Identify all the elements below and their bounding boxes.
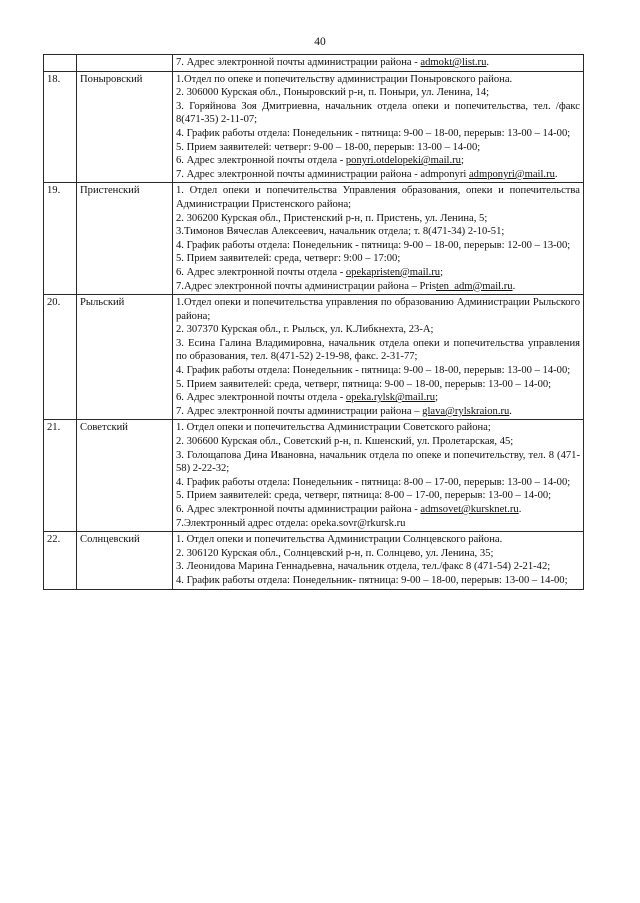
info-cell	[173, 71, 584, 183]
info-line-text: 4. График работы отдела: Понедельник - пятница: 9-00 – 18-00, перерыв: 13-00 – 14-00;	[176, 127, 571, 139]
info-line-suffix: .	[512, 280, 516, 292]
row-number-cell: 19.	[44, 183, 77, 295]
info-line	[176, 86, 580, 100]
info-line	[176, 337, 580, 364]
row-number-cell: 20.	[44, 295, 77, 420]
info-line-text: 1. Отдел опеки и попечительства Администрации Советского района;	[176, 422, 491, 434]
info-line-text: 6. Адрес электронной почты отдела -	[176, 392, 346, 404]
info-line-text: 7. Адрес электронной почты администрации района –	[176, 405, 423, 417]
info-line	[176, 127, 580, 141]
row-number-cell	[44, 55, 77, 72]
table-row-continuation	[44, 55, 584, 72]
info-line	[176, 533, 580, 547]
info-line-text: 5. Прием заявителей: четверг: 9-00 – 18-00, перерыв: 13-00 – 14-00;	[176, 141, 481, 153]
district-cell	[77, 55, 173, 72]
district-cell: Рыльский	[77, 295, 173, 420]
email-link[interactable]: opeka.rylsk@mail.ru	[345, 392, 436, 404]
info-line-text: 7.Адрес электронной почты администрации района – Pris	[176, 280, 437, 292]
info-line	[176, 225, 580, 239]
info-line	[176, 560, 580, 574]
info-line-text: 2. 306200 Курская обл., Пристенский р-н, п. Пристень, ул. Ленина, 5;	[176, 212, 488, 224]
info-line-text: 5. Прием заявителей: среда, четверг, пятница: 9-00 – 18-00, перерыв: 13-00 – 14-00;	[176, 378, 552, 390]
info-line-text: 3. Голощапова Дина Ивановна, начальник отдела по опеке и попечительству, тел. 8 (471-58) 2-22-32;	[176, 449, 580, 475]
info-line-text: 4. График работы отдела: Понедельник - пятница: 8-00 – 17-00, перерыв: 13-00 – 14-00;	[176, 476, 571, 488]
info-cell	[173, 183, 584, 295]
info-line-text: 7. Адрес электронной почты администрации района -	[176, 57, 421, 68]
info-line	[176, 405, 580, 419]
info-line	[176, 154, 580, 168]
info-line	[176, 100, 580, 127]
info-line	[176, 266, 580, 280]
table-body	[44, 55, 584, 590]
info-line	[176, 449, 580, 476]
guardianship-departments-table	[43, 54, 584, 590]
info-line	[176, 184, 580, 211]
info-cell	[173, 532, 584, 589]
info-line	[176, 252, 580, 266]
info-line-text: 4. График работы отдела: Понедельник - пятница: 9-00 – 18-00, перерыв: 13-00 – 14-00;	[176, 365, 571, 377]
info-line-text: 7. Адрес электронной почты администрации района - admponyri	[176, 168, 469, 180]
table-row	[44, 183, 584, 295]
info-line-suffix: .	[486, 57, 490, 68]
info-line-text: 3. Леонидова Марина Геннадьевна, начальник отдела, тел./факс 8 (471-54) 2-21-42;	[176, 561, 551, 573]
info-line-text: 4. График работы отдела: Понедельник- пятница: 9-00 – 18-00, перерыв: 13-00 – 14-00;	[176, 574, 568, 586]
info-line-text: 3.Тимонов Вячеслав Алексеевич, начальник отдела; т. 8(471-34) 2-10-51;	[176, 226, 505, 238]
info-line-text: 4. График работы отдела: Понедельник - пятница: 9-00 – 18-00, перерыв: 12-00 – 13-00;	[176, 239, 571, 251]
info-line	[176, 212, 580, 226]
info-line	[176, 517, 580, 531]
info-line-text: 6. Адрес электронной почты отдела -	[176, 155, 346, 167]
info-line	[176, 280, 580, 294]
info-cell	[173, 420, 584, 532]
info-line	[176, 378, 580, 392]
row-number-cell: 18.	[44, 71, 77, 183]
email-link[interactable]: ponyri.otdelopeki@mail.ru	[345, 155, 461, 167]
district-cell: Советский	[77, 420, 173, 532]
table-row	[44, 532, 584, 589]
info-line-text: 1. Отдел опеки и попечительства Администрации Солнцевского района.	[176, 534, 503, 546]
info-line-text: 1. Отдел опеки и попечительства Управления образования, опеки и попечительства Администрации Пристенского района;	[176, 185, 580, 210]
info-line	[176, 168, 580, 182]
table-row	[44, 295, 584, 420]
info-line-text: 2. 306000 Курская обл., Поныровский р-н, п. Поныри, ул. Ленина, 14;	[176, 87, 490, 99]
row-number-cell: 22.	[44, 532, 77, 589]
info-line	[176, 476, 580, 490]
info-line-suffix: .	[554, 168, 558, 180]
district-cell: Солнцевский	[77, 532, 173, 589]
district-cell: Пристенский	[77, 183, 173, 295]
email-link[interactable]: ten_adm@mail.ru	[436, 280, 513, 292]
info-line	[176, 574, 580, 588]
email-link[interactable]: admsovet@kursknet.ru	[420, 504, 519, 515]
email-link[interactable]: opekapristen@mail.ru	[345, 266, 441, 278]
info-line-text: 1.Отдел опеки и попечительства управления по образованию Администрации Рыльского района;	[176, 297, 580, 322]
table-row	[44, 420, 584, 532]
district-cell: Поныровский	[77, 71, 173, 183]
info-line	[176, 239, 580, 253]
info-line-text: 3. Есина Галина Владимировна, начальник отдела опеки и попечительства управления по образования, тел. 8(471-52) 2-19-98, факс. 2-31-77;	[176, 337, 580, 363]
info-line-suffix: ;	[435, 392, 439, 404]
info-line-text: 2. 306600 Курская обл., Советский р-н, п. Кшенский, ул. Пролетарская, 45;	[176, 436, 514, 448]
info-line	[176, 323, 580, 337]
info-line	[176, 73, 580, 87]
info-line	[176, 391, 580, 405]
info-line-text: 6. Адрес электронной почты администрации района -	[176, 504, 421, 515]
info-line-suffix: .	[509, 405, 512, 417]
table-row	[44, 71, 584, 183]
info-cell	[173, 295, 584, 420]
info-line-text: 2. 307370 Курская обл., г. Рыльск, ул. К.Либкнехта, 23-А;	[176, 324, 434, 336]
page-number: 40	[314, 36, 326, 48]
info-line-text: 7.Электронный адрес отдела: opeka.sovr@rkursk.ru	[176, 517, 406, 529]
info-line-text: 5. Прием заявителей: среда, четверг: 9:00 – 17:00;	[176, 253, 401, 265]
info-line	[176, 364, 580, 378]
info-line	[176, 503, 580, 517]
info-line	[176, 489, 580, 503]
info-line-text: 5. Прием заявителей: среда, четверг, пятница: 8-00 – 17-00, перерыв: 13-00 – 14-00;	[176, 490, 552, 502]
info-line	[176, 296, 580, 323]
email-link[interactable]: glava@rylskraion.ru	[422, 405, 510, 417]
info-line-suffix: .	[518, 504, 522, 515]
info-line-suffix: ;	[460, 155, 464, 167]
email-link[interactable]: admokt@list.ru	[420, 57, 487, 68]
info-line	[176, 435, 580, 449]
info-line	[176, 56, 580, 70]
info-line-text: 2. 306120 Курская обл., Солнцевский р-н, п. Солнцево, ул. Ленина, 35;	[176, 547, 494, 559]
info-line-suffix: ;	[440, 266, 444, 278]
info-line	[176, 421, 580, 435]
info-line-text: 6. Адрес электронной почты отдела -	[176, 266, 346, 278]
info-cell	[173, 55, 584, 72]
info-line-text: 1.Отдел по опеке и попечительству администрации Поныровского района.	[176, 73, 513, 85]
info-line-text: 3. Горяйнова Зоя Дмитриевна, начальник отдела опеки и попечительства, тел. /факс 8(471-35) 2-11-07;	[176, 100, 580, 126]
info-line	[176, 141, 580, 155]
row-number-cell: 21.	[44, 420, 77, 532]
email-link[interactable]: admponyri@mail.ru	[468, 168, 555, 180]
info-line	[176, 547, 580, 561]
